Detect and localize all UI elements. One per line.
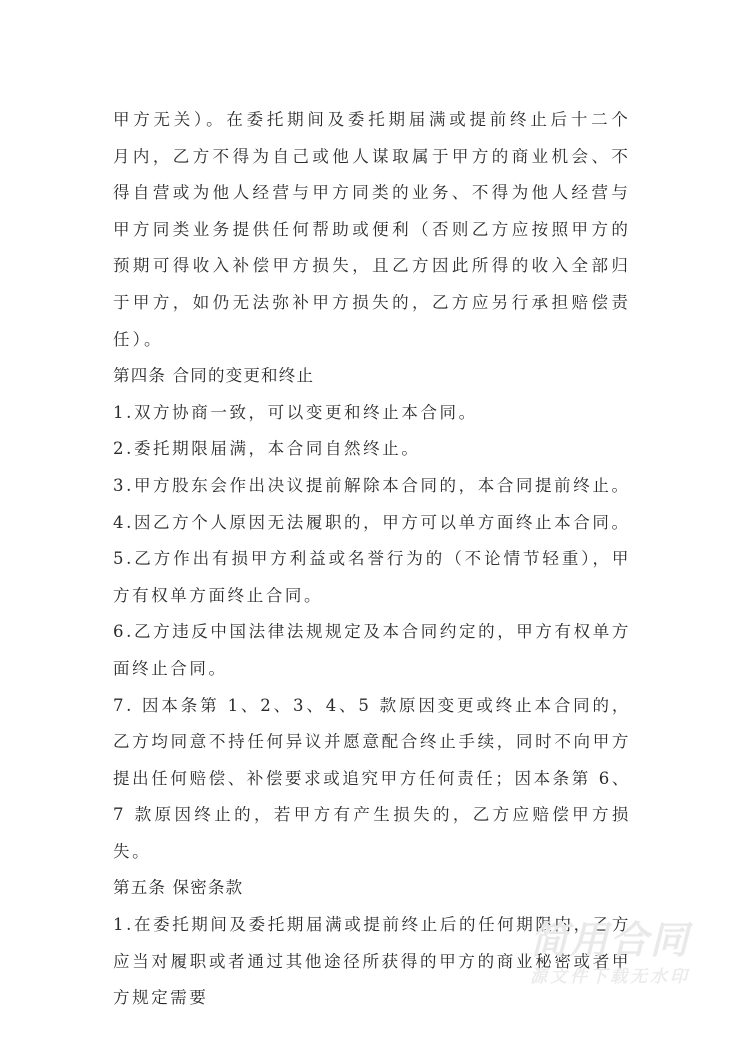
clause-4-3: 3.甲方股东会作出决议提前解除本合同的，本合同提前终止。 <box>113 475 631 495</box>
clause-4-7: 7. 因本条第 1、2、3、4、5 款原因变更或终止本合同的，乙方均同意不持任何异议并愿意配合终止手续，同时不向甲方提出任何赔偿、补偿要求或追究甲方任何责任；因本条第 6、7 款原因终止的，若甲方有产生损失的，乙方应赔偿甲方损失。 <box>113 695 631 861</box>
paragraph-non-compete-continuation: 甲方无关）。在委托期间及委托期届满或提前终止后十二个月内，乙方不得为自己或他人谋取属于甲方的商业机会、不得自营或为他人经营与甲方同类的业务、不得为他人经营与甲方同类业务提供任何帮助或便利（否则乙方应按照甲方的预期可得收入补偿甲方损失，且乙方因此所得的收入全部归于甲方，如仍无法弥补甲方损失的，乙方应另行承担赔偿责任）。 <box>113 110 631 349</box>
watermark-brand: 简用合同 <box>529 918 690 962</box>
clause-4-1: 1.双方协商一致，可以变更和终止本合同。 <box>113 402 478 422</box>
clause-4-6: 6.乙方违反中国法律法规规定及本合同约定的，甲方有权单方面终止合同。 <box>113 622 631 678</box>
clause-5-1: 1.在委托期间及委托期届满或提前终止后的任何期限内，乙方应当对履职或者通过其他途径所获得的甲方的商业秘密或者甲方规定需要 <box>113 915 631 1008</box>
clause-4-5: 5.乙方作出有损甲方利益或名誉行为的（不论情节轻重），甲方有权单方面终止合同。 <box>113 549 631 605</box>
clause-4-2: 2.委托期限届满，本合同自然终止。 <box>113 439 421 459</box>
section-heading-article-5: 第五条 保密条款 <box>113 878 244 898</box>
clause-4-4: 4.因乙方个人原因无法履职的，甲方可以单方面终止本合同。 <box>113 512 631 532</box>
watermark-tagline: 源文件下载无水印 <box>530 967 690 987</box>
section-heading-article-4: 第四条 合同的变更和终止 <box>113 366 315 386</box>
document-body <box>113 102 631 1017</box>
